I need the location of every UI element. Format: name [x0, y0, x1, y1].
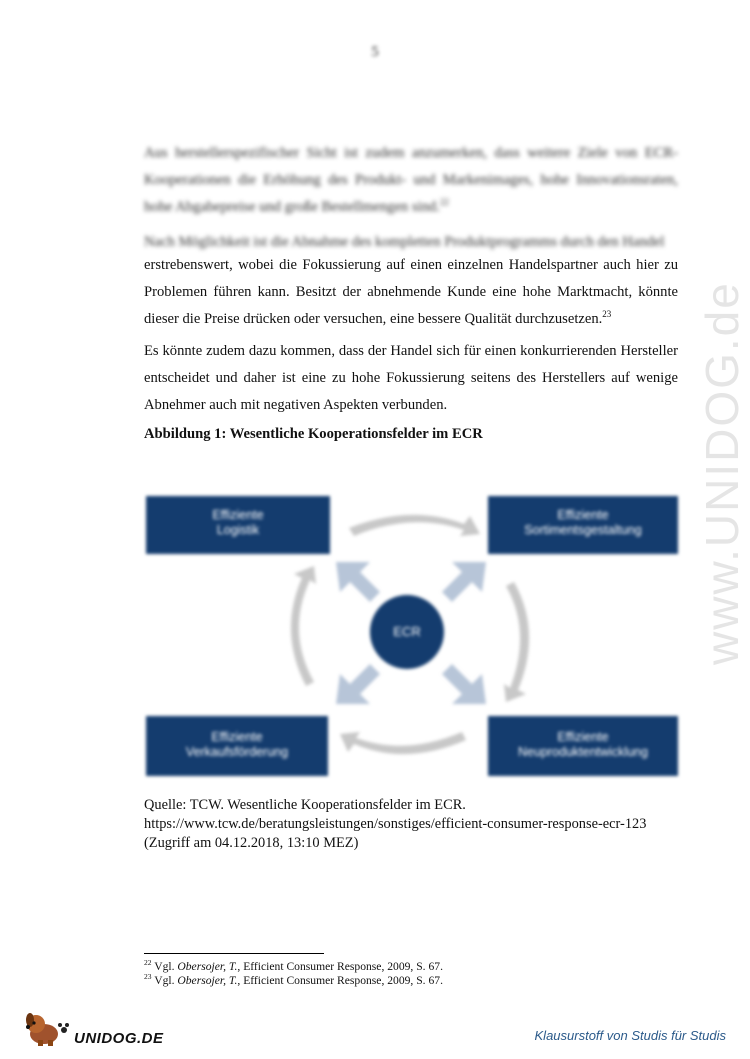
footnote-prefix: Vgl.: [154, 974, 178, 987]
cycle-arrow-left: [291, 566, 316, 686]
paragraph-text: erstrebenswert, wobei die Fokussierung auf einen einzelnen Handelspartner auch hier zu Problemen führen kann. Besitzt der abnehmende Kunde eine hohe Marktmacht, könnte dieser die Preise drücken oder versuchen, eine bessere Qualität durchzusetzen.: [144, 257, 678, 327]
paragraph: [144, 252, 678, 333]
cycle-arrow-bottom: [340, 732, 466, 754]
box-label-line2: Logistik: [216, 523, 260, 537]
ecr-figure: [144, 490, 678, 780]
box-label-line2: Sortimentsgestaltung: [524, 523, 642, 537]
logo-text: UNIDOG.DE: [74, 1030, 164, 1047]
footnote-prefix: Vgl.: [154, 960, 178, 973]
ecr-center-circle: ECR: [370, 595, 444, 669]
footnote-number: 23: [144, 972, 152, 982]
footer-slogan: Klausurstoff von Studis für Studis: [534, 1028, 726, 1043]
footnote: [144, 974, 443, 988]
footnote-ref: 23: [602, 309, 612, 320]
box-label-line1: Effiziente: [557, 508, 609, 522]
page-number: 5: [371, 44, 379, 60]
watermark: www.UNIDOG.de: [696, 281, 748, 665]
box-efficient-product-development: [488, 716, 678, 776]
footnote: [144, 960, 443, 974]
figure-source: Quelle: TCW. Wesentliche Kooperationsfelder im ECR. https://www.tcw.de/beratungsleistungen/sonstiges/efficient-consumer-response-ecr-123 (Zugriff am 04.12.2018, 13:10 MEZ): [144, 797, 647, 851]
footnote-ref: 22: [439, 197, 449, 208]
box-efficient-promotion: [146, 716, 328, 776]
footnote-author: Obersojer, T.: [177, 974, 238, 987]
paragraph-blurred: [144, 140, 678, 221]
figure-title: Abbildung 1: Wesentliche Kooperationsfelder im ECR: [144, 426, 483, 442]
footnote-text: , Efficient Consumer Response, 2009, S. 67.: [237, 960, 443, 973]
unidog-logo[interactable]: [22, 1012, 164, 1047]
box-efficient-logistics: [146, 496, 330, 554]
inward-arrow-tr: [442, 562, 486, 602]
box-label-line1: Effiziente: [211, 730, 263, 744]
footnotes: [144, 960, 443, 988]
box-label-line1: Effiziente: [212, 508, 264, 522]
cycle-arrow-top: [349, 515, 480, 536]
footnote-divider: [144, 953, 324, 954]
inward-arrow-bl: [336, 664, 380, 704]
inward-arrow-tl: [336, 562, 380, 602]
box-label-line2: Verkaufsförderung: [185, 745, 289, 759]
box-label-line2: Neuproduktentwicklung: [518, 745, 648, 759]
dog-icon: [22, 1012, 70, 1046]
box-efficient-assortment: [488, 496, 678, 554]
box-label-line1: Effiziente: [557, 730, 609, 744]
paragraph: Es könnte zudem dazu kommen, dass der Handel sich für einen konkurrierenden Hersteller entscheidet und daher ist eine zu hohe Fokussierung seitens des Herstellers auf wenige Abnehmer auch mit negativen Aspekten verbunden.: [144, 343, 678, 413]
inward-arrow-br: [442, 664, 486, 704]
footnote-number: 22: [144, 958, 152, 968]
footnote-text: , Efficient Consumer Response, 2009, S. 67.: [237, 974, 443, 987]
paragraph-text: Aus herstellerspezifischer Sicht ist zudem anzumerken, dass weitere Ziele von ECR-Kooperationen die Erhöhung des Produkt- und Markenimages, hohe Innovationsraten, hohe Abgabepreise und große Bestellmengen sind.: [144, 145, 678, 215]
paragraph-blurred-line: Nach Möglichkeit ist die Abnahme des kompletten Produktprogramms durch den Handel: [144, 234, 665, 250]
cycle-arrow-right: [504, 582, 529, 702]
footnote-author: Obersojer, T.: [177, 960, 238, 973]
